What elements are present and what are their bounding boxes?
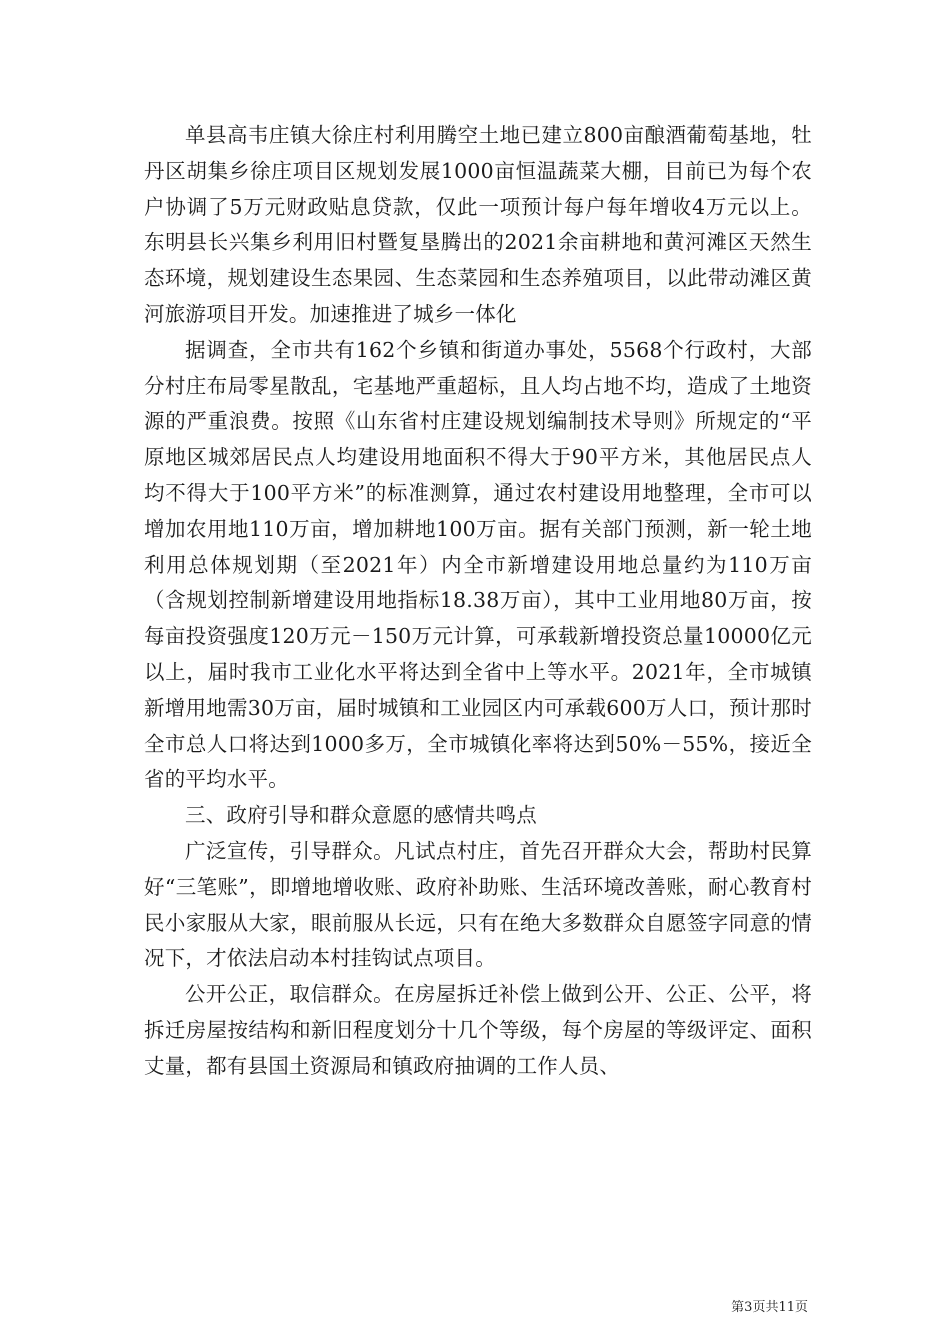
section-heading: 三、政府引导和群众意愿的感情共鸣点 [185,803,537,828]
paragraph-4: 公开公正，取信群众。在房屋拆迁补偿上做到公开、公正、公平，将拆迁房屋按结构和新旧程度划分十几个等级，每个房屋的等级评定、面积丈量，都有县国土资源局和镇政府抽调的工作人员、 [144,982,812,1078]
paragraph-2: 据调查，全市共有162个乡镇和街道办事处，5568个行政村，大部分村庄布局零星散乱，宅基地严重超标，且人均占地不均，造成了土地资源的严重浪费。按照《山东省村庄建设规划编制技术导则》所规定的“平原地区城郊居民点人均建设用地面积不得大于90平方米，其他居民点人均不得大于100平方米”的标准测算，通过农村建设用地整理，全市可以增加农用地110万亩，增加耕地100万亩。据有关部门预测，新一轮土地利用总体规划期（至2021年）内全市新增建设用地总量约为110万亩（含规划控制新增建设用地指标18.38万亩），其中工业用地80万亩，按每亩投资强度120万元－150万元计算，可承载新增投资总量10000亿元以上，届时我市工业化水平将达到全省中上等水平。2021年，全市城镇新增用地需30万亩，届时城镇和工业园区内可承载600万人口，预计那时全市总人口将达到1000多万，全市城镇化率将达到50%－55%，接近全省的平均水平。 [144,337,812,792]
paragraph-1: 单县高韦庄镇大徐庄村利用腾空土地已建立800亩酿酒葡萄基地，牡丹区胡集乡徐庄项目区规划发展1000亩恒温蔬菜大棚，目前已为每个农户协调了5万元财政贴息贷款，仅此一项预计每户每年增收4万元以上。东明县长兴集乡利用旧村暨复垦腾出的2021余亩耕地和黄河滩区天然生态环境，规划建设生态果园、生态菜园和生态养殖项目，以此带动滩区黄河旅游项目开发。加速推进了城乡一体化 [144,123,812,326]
document-body [144,118,812,1085]
page-number-footer: 第3页共11页 [731,1300,808,1315]
paragraph-3: 广泛宣传，引导群众。凡试点村庄，首先召开群众大会，帮助村民算好“三笔账”，即增地增收账、政府补助账、生活环境改善账，耐心教育村民小家服从大家，眼前服从长远，只有在绝大多数群众自愿签字同意的情况下，才依法启动本村挂钩试点项目。 [144,838,812,971]
